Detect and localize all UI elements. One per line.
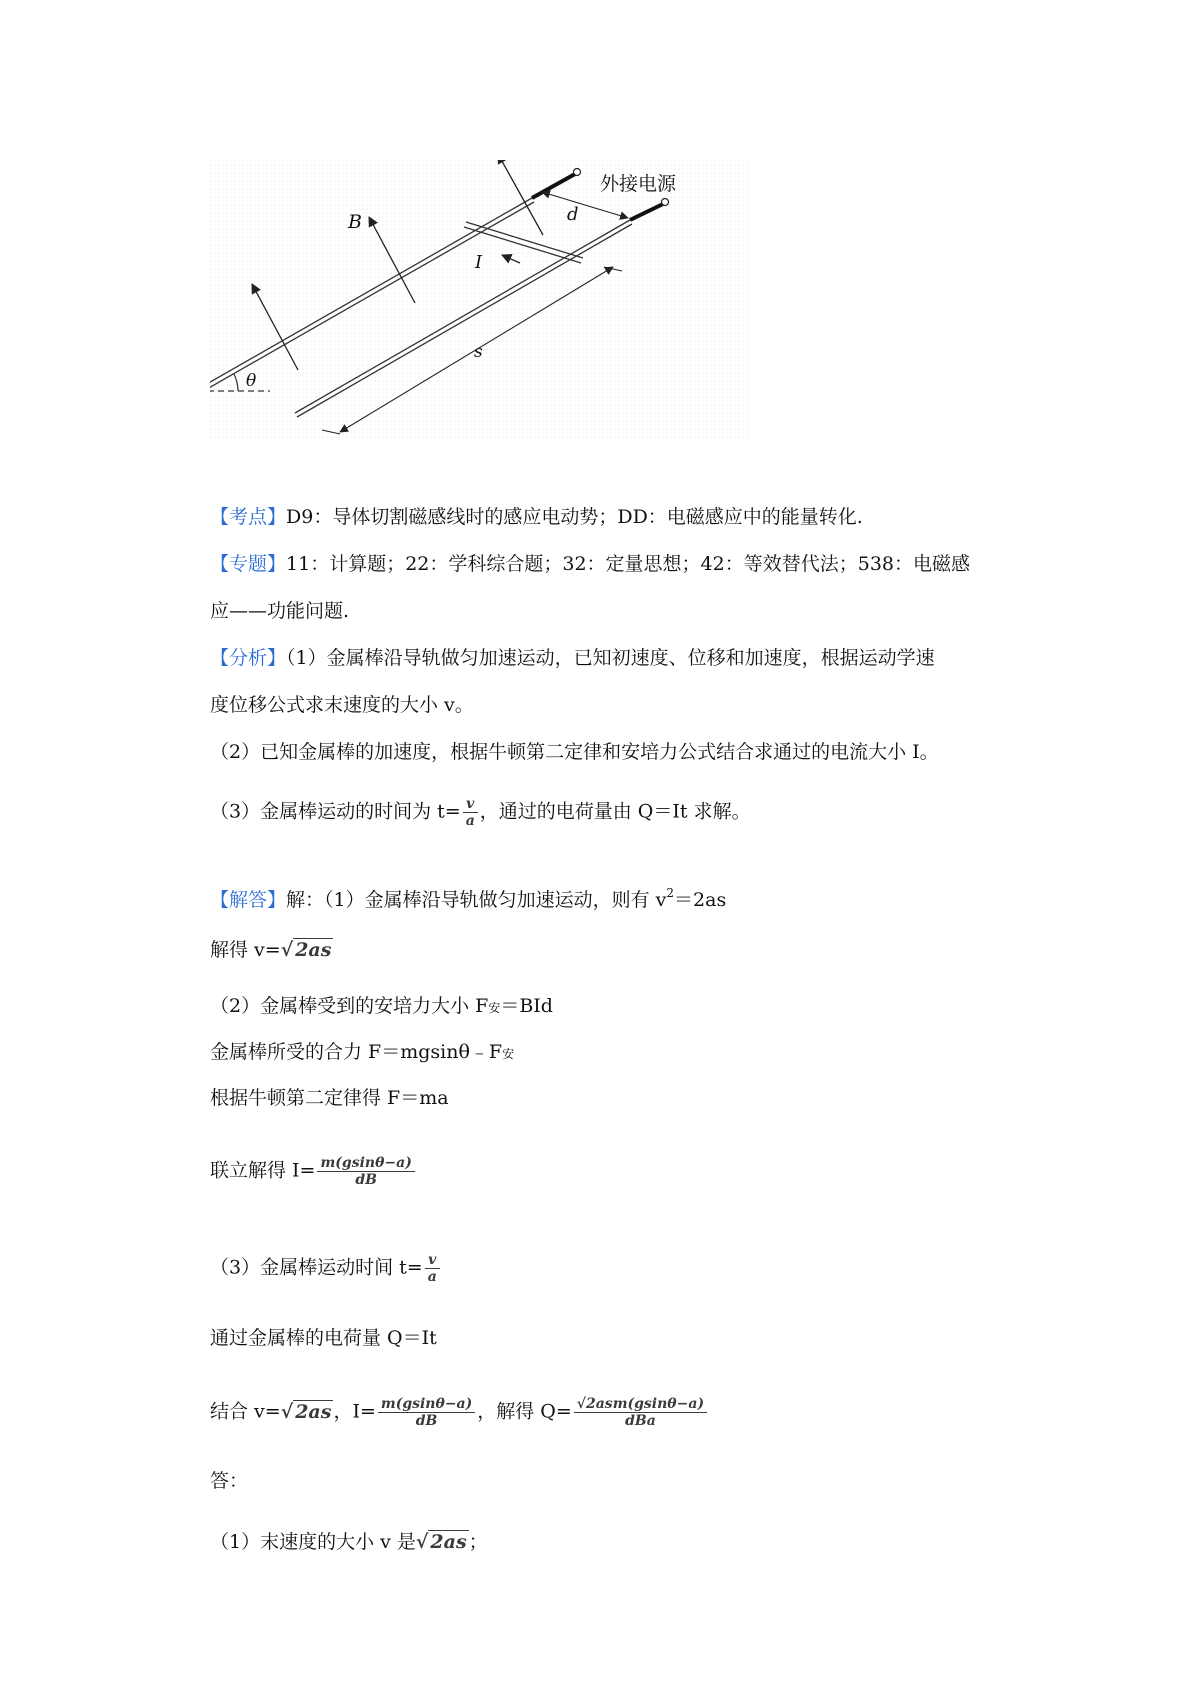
subscript-an-2: 安 [502, 1047, 515, 1061]
label-s: s [474, 342, 483, 362]
jieda-l3-pre: （2）金属棒受到的安培力大小 F [210, 995, 489, 1017]
jieda-line-5 [210, 1084, 449, 1112]
jieda-l6-pre: 联立解得 I= [210, 1159, 316, 1182]
label-d: d [567, 204, 579, 225]
jieda-line-8 [210, 1324, 437, 1352]
superscript-2: 2 [666, 886, 675, 900]
fenxi-line-4 [210, 796, 751, 829]
jieda-l9-pre: 结合 v= [210, 1400, 281, 1423]
jieda-l2-pre: 解得 v= [210, 939, 281, 961]
sqrt-2as: √ 2as [280, 939, 332, 961]
fraction-I-2: $\frac{m(gsin\theta-a)}{dB}$ [378, 1396, 475, 1429]
fenxi-line-2 [210, 691, 474, 719]
jieda-l9-mid2: ，解得 Q= [477, 1400, 572, 1423]
label-B: B [348, 211, 362, 233]
label-I: I [475, 252, 483, 273]
fenxi-p3-pre: （3）金属棒运动的时间为 t= [210, 800, 461, 823]
kaodian-tag: 【考点】 [210, 506, 287, 528]
fenxi-p1b: 度位移公式求末速度的大小 v。 [210, 694, 474, 716]
fraction-t: $\frac{v}{a}$ [425, 1252, 440, 1285]
jieda-line-2 [210, 936, 333, 964]
sqrt-2as-2: √ 2as [280, 1400, 332, 1423]
sqrt-2as-3: √ 2as [415, 1531, 467, 1553]
fraction-v-over-a: $\frac{v}{a}$ [463, 796, 478, 829]
fraction-Q: $\frac{\text{√2asm(gsinθ−a)}}{\text{dBa}}$ [574, 1396, 707, 1429]
zhuanti-line-2 [210, 597, 349, 625]
fenxi-line-3 [210, 738, 939, 766]
jieda-line-4 [210, 1038, 514, 1068]
jieda-line-1 [210, 879, 726, 914]
power-label: 外接电源 [600, 173, 677, 195]
jieda-line-7 [210, 1252, 442, 1285]
jieda-l7-pre: （3）金属棒运动时间 t= [210, 1256, 423, 1279]
jieda-l9-mid: ，I= [333, 1400, 376, 1423]
zhuanti-tag: 【专题】 [210, 553, 287, 575]
fenxi-p2: （2）已知金属棒的加速度，根据牛顿第二定律和安培力公式结合求通过的电流大小 I。 [210, 741, 939, 763]
kaodian-line [210, 503, 863, 531]
final-line [210, 1528, 488, 1556]
zhuanti-text-2: 应——功能问题. [210, 600, 350, 622]
fraction-I: $\frac{m(gsin\theta-a)}{dB}$ [317, 1155, 414, 1188]
fenxi-p3-post: ，通过的电荷量由 Q＝It 求解。 [479, 800, 751, 823]
fenxi-p1a: （1）金属棒沿导轨做匀加速运动，已知初速度、位移和加速度，根据运动学速 [286, 647, 935, 669]
jieda-l1-pre: 解：（1）金属棒沿导轨做匀加速运动，则有 v [286, 889, 667, 911]
kaodian-text: D9：导体切割磁感线时的感应电动势；DD：电磁感应中的能量转化. [286, 506, 863, 528]
answer-label: 答： [210, 1470, 249, 1492]
label-theta: θ [246, 371, 257, 391]
jieda-line-6 [210, 1155, 417, 1188]
jieda-line-9 [210, 1396, 709, 1429]
jieda-l5: 根据牛顿第二定律得 F＝ma [210, 1087, 449, 1109]
final-pre: （1）末速度的大小 v 是 [210, 1531, 416, 1553]
answer-line [210, 1467, 248, 1495]
jieda-l3-post: ＝BId [500, 995, 553, 1017]
rail-diagram [210, 160, 750, 470]
jieda-tag: 【解答】 [210, 889, 287, 911]
fenxi-line-1 [210, 644, 935, 672]
jieda-l8: 通过金属棒的电荷量 Q＝It [210, 1327, 437, 1349]
jieda-l1-post: ＝2as [674, 889, 727, 911]
zhuanti-line-1 [210, 550, 970, 578]
zhuanti-text-1: 11：计算题；22：学科综合题；32：定量思想；42：等效替代法；538：电磁感 [286, 553, 970, 575]
fenxi-tag: 【分析】 [210, 647, 287, 669]
jieda-l4-pre: 金属棒所受的合力 F＝mgsinθ﹣F [210, 1041, 503, 1063]
subscript-an: 安 [488, 1001, 501, 1015]
jieda-line-3 [210, 992, 553, 1022]
final-post: ； [468, 1531, 488, 1553]
